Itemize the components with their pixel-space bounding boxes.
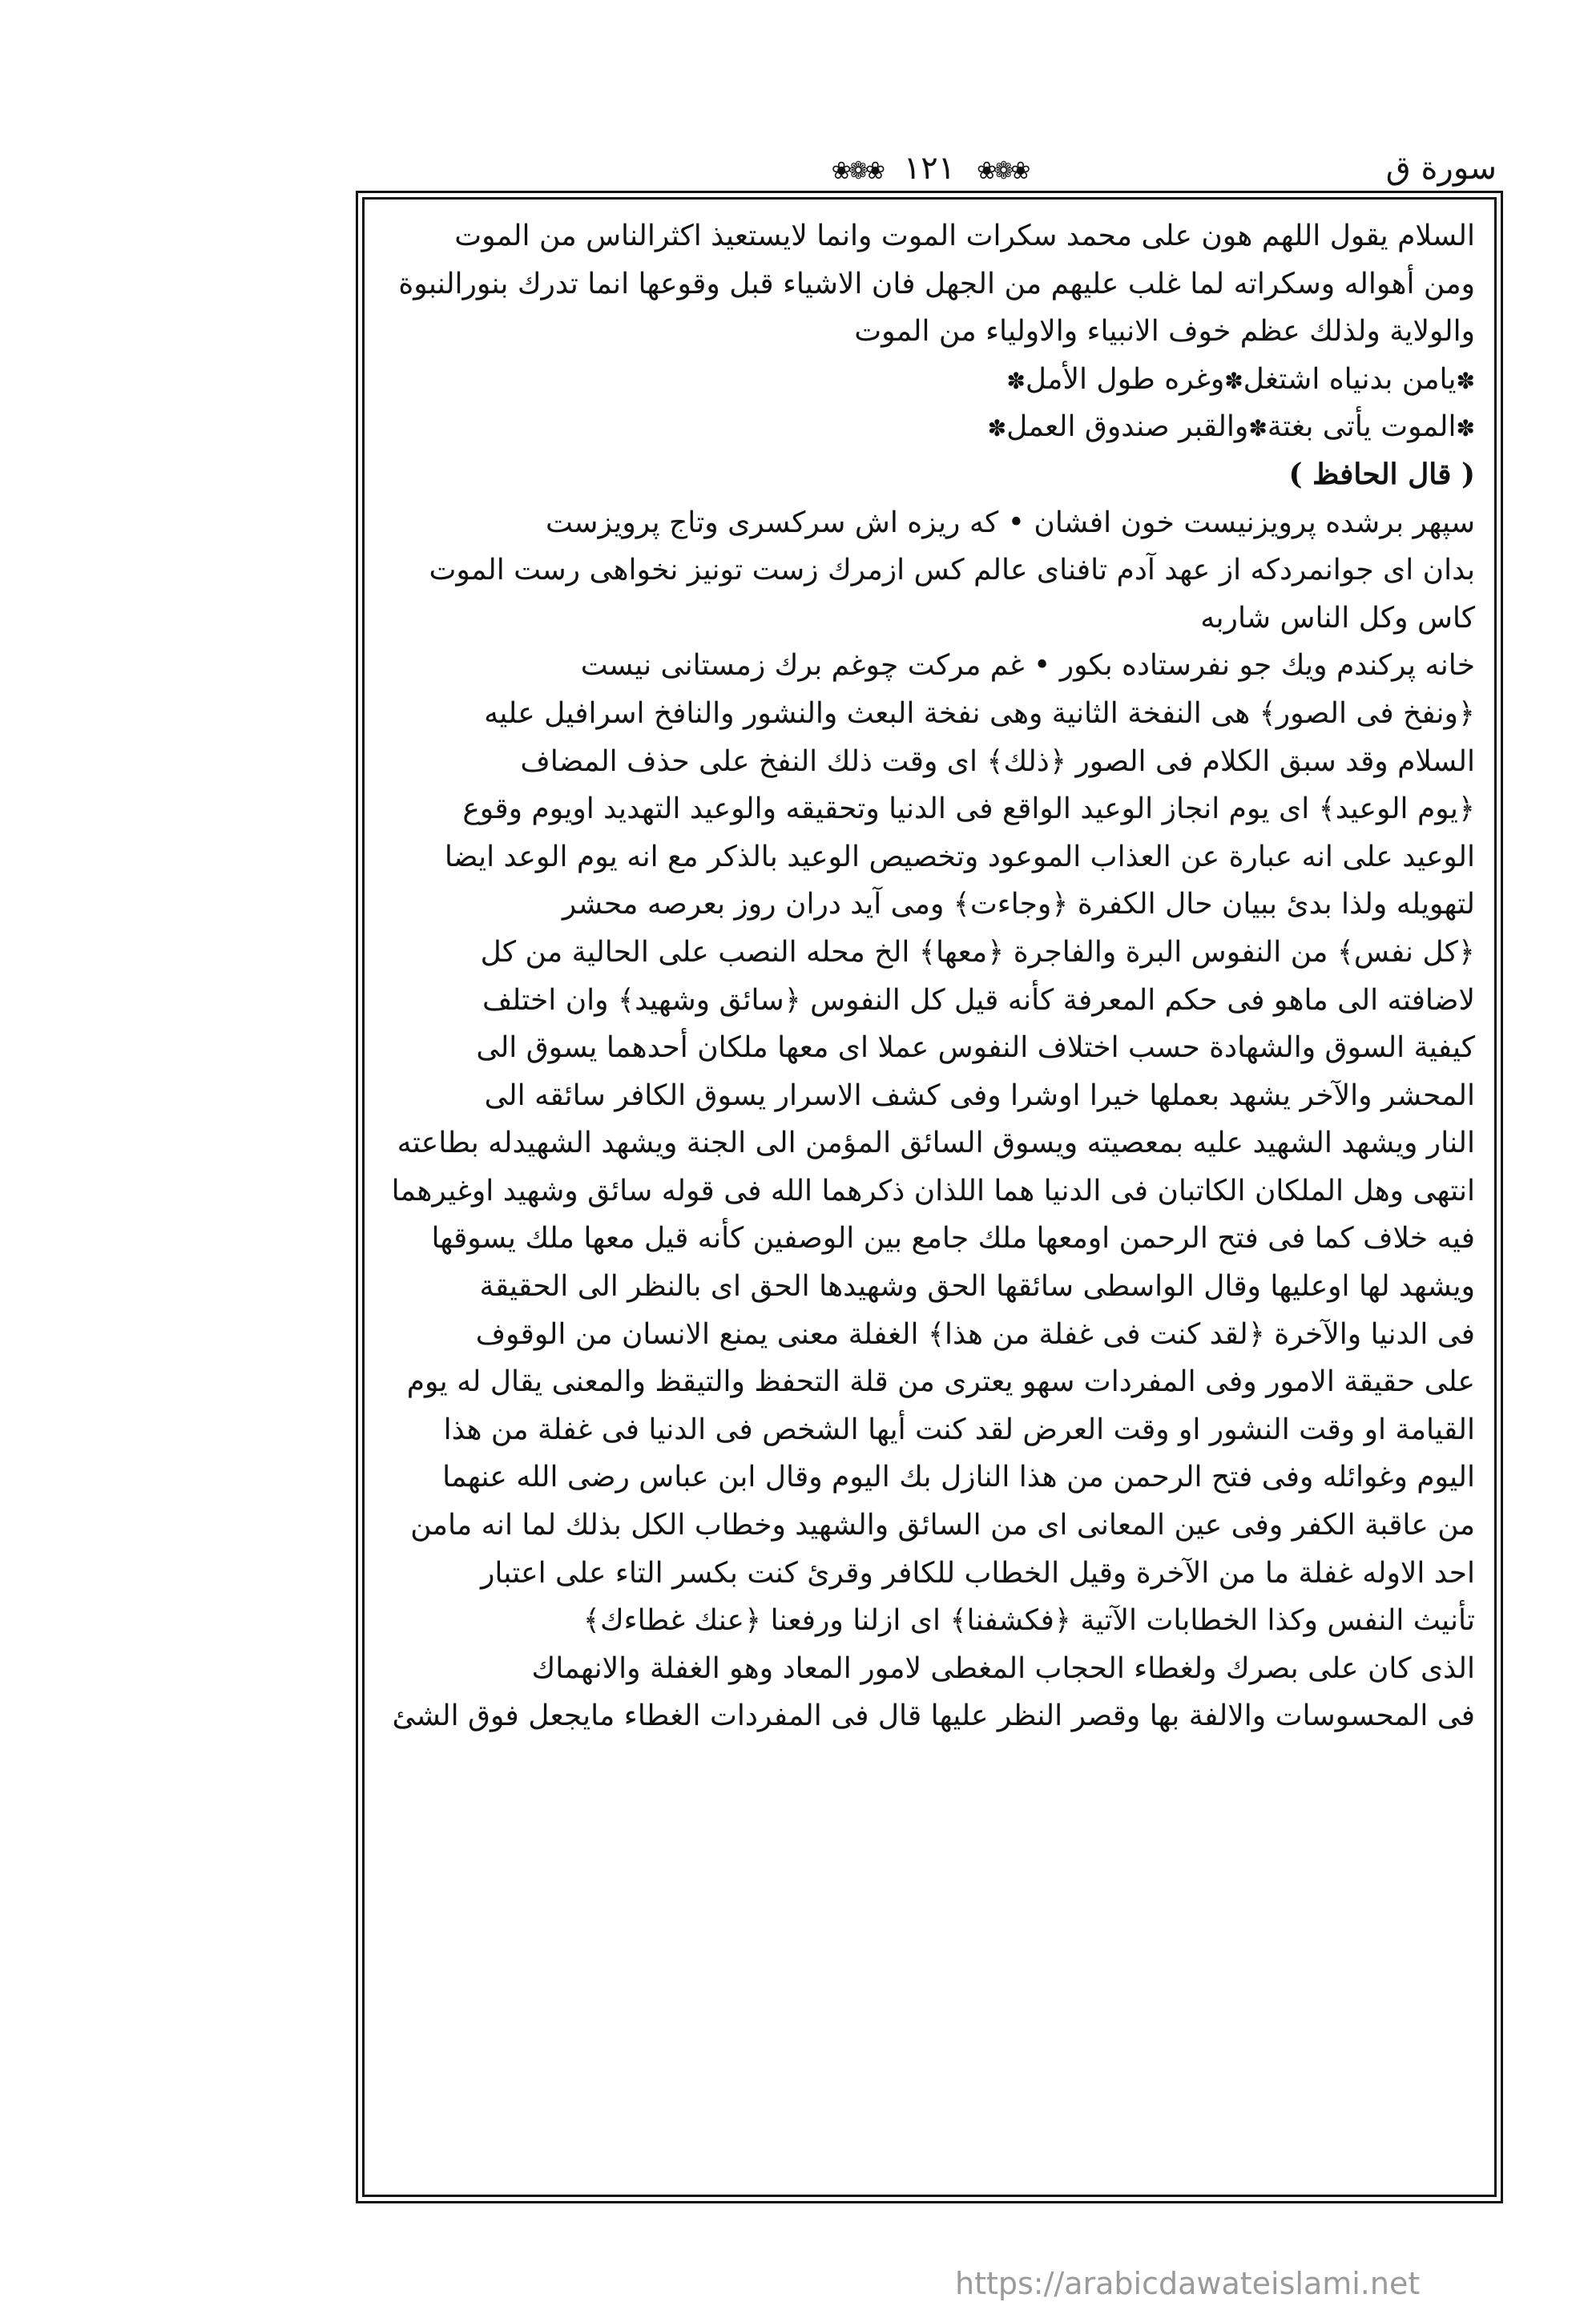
verse-hemistich: الموت يأتى بغتة [1267,410,1457,444]
page-number: ١٢١ [903,150,956,187]
text-line: من عاقبة الكفر وفى عين المعانى اى من السائق والشهيد وخطاب الكل بذلك لما انه مامن [410,1509,1475,1542]
text-line: بدان اى جوانمردكه از عهد آدم تافناى عالم كس ازمرك زست تونيز نخواهى رست الموت [429,554,1475,587]
text-line: كاس وكل الناس شاربه [1200,601,1475,635]
text-line: ﴿ونفخ فى الصور﴾ هى النفخة الثانية وهى نفخة البعث والنشور والنافخ اسرافيل عليه [484,696,1475,730]
verse-hemistich: والقبر صندوق العمل [1006,410,1249,444]
ornament-right-icon: ❀❁❀ [976,157,1028,185]
text-line: القيامة او وقت النشور او وقت العرض لقد كنت أيها الشخص فى الدنيا فى غفلة من هذا [443,1413,1475,1446]
text-line: سپهر برشده پرويزنيست خون افشان • كه ريزه اش سركسرى وتاج پرويزست [545,506,1475,539]
text-line: فى الدنيا والآخرة ﴿لقد كنت فى غفلة من هذا﴾ الغفلة معنى يمنع الانسان من الوقوف [475,1317,1475,1351]
text-line: الوعيد على انه عبارة عن العذاب الموعود وتخصيص الوعيد بالذكر مع انه يوم الوعد ايضا [444,840,1475,873]
text-line: على حقيقة الامور وفى المفردات سهو يعترى من قلة التحفظ والتيقظ والمعنى يقال له يوم [406,1365,1475,1399]
verse-hemistich: وغره طول الأمل [1025,362,1225,396]
text-line: خانه پركندم ويك جو نفرستاده بكور • غم مركت چوغم برك زمستانى نيست [580,649,1475,683]
star-ornament-icon: ✽ [1248,415,1268,442]
text-line: احد الاوله غفلة ما من الآخرة وقيل الخطاب للكافر وقرئ كنت بكسر التاء على اعتبار [481,1556,1475,1590]
text-line: ﴿كل نفس﴾ من النفوس البرة والفاجرة ﴿معها﴾ الخ محله النصب على الحالية من كل [480,935,1475,969]
text-line: فيه خلاف كما فى فتح الرحمن اومعها ملك جامع بين الوصفين كأنه قيل معها ملك يسوقها [431,1222,1475,1256]
text-line: الذى كان على بصرك ولغطاء الحجاب المغطى لامور المعاد وهو الغفلة والانهماك [531,1651,1475,1685]
text-line: السلام يقول اللهم هون على محمد سكرات الموت وانما لايستعيذ اكثرالناس من الموت [454,220,1475,252]
verse-line [384,356,1475,404]
text-line: فى المحسوسات والالفة بها وقصر النظر عليها قال فى المفردات الغطاء مايجعل فوق الشئ [392,1699,1475,1733]
text-body [384,212,1475,1740]
page-header [362,144,1497,192]
surah-title: سورة ق [1385,150,1497,187]
text-line: كيفية السوق والشهادة حسب اختلاف النفوس عملا اى معها ملكان أحدهما يسوق الى [476,1031,1475,1065]
star-ornament-icon: ✽ [987,415,1007,442]
text-line: المحشر والآخر يشهد بعملها خيرا اوشرا وفى كشف الاسرار يسوق الكافر سائقه الى [484,1078,1475,1112]
star-ornament-icon: ✽ [1006,367,1026,394]
text-line: النار ويشهد الشهيد عليه بمعصيته ويسوق السائق المؤمن الى الجنة ويشهد الشهيدله بطاعته [397,1127,1475,1160]
text-line: لتهويله ولذا بدئ ببيان حال الكفرة ﴿وجاءت﴾ ومى آيد دران روز بعرصه محشر [562,888,1475,921]
text-line: تأنيث النفس وكذا الخطابات الآتية ﴿فكشفنا﴾ اى ازلنا ورفعنا ﴿عنك غطاءك﴾ [582,1604,1475,1638]
text-line: ويشهد لها اوعليها وقال الواسطى سائقها الحق وشهيدها الحق اى بالنظر الى الحقيقة [479,1270,1475,1304]
text-line: ومن أهواله وسكراته لما غلب عليهم من الجهل فان الاشياء قبل وقوعها انما تدرك بنورالنبوة [398,267,1475,300]
text-line: ( قال الحافظ ) [1288,457,1475,491]
text-line: السلام وقد سبق الكلام فى الصور ﴿ذلك﴾ اى وقت ذلك النفخ على حذف المضاف [520,744,1475,778]
star-ornament-icon: ✽ [1224,367,1243,394]
text-line: ﴿يوم الوعيد﴾ اى يوم انجاز الوعيد الواقع فى الدنيا وتحقيقه والوعيد التهديد اويوم وقوع [462,792,1475,826]
star-ornament-icon: ✽ [1456,367,1475,394]
page-number-group [362,144,1497,196]
text-line: والولاية ولذلك عظم خوف الانبياء والاولياء من الموت [854,315,1475,349]
ornament-left-icon: ❀❁❀ [831,157,883,185]
text-line: انتهى وهل الملكان الكاتبان فى الدنيا هما اللذان ذكرهما الله فى قوله سائق وشهيد اوغيرهما [391,1174,1475,1207]
verse-hemistich: يامن بدنياه اشتغل [1243,362,1457,396]
text-line: اليوم وغوائله وفى فتح الرحمن من هذا النازل بك اليوم وقال ابن عباس رضى الله عنهما [442,1461,1475,1494]
star-ornament-icon: ✽ [1456,415,1475,442]
text-frame [362,197,1497,2197]
watermark-url: https://arabicdawateislami.net [955,2266,1421,2301]
verse-line [384,403,1475,451]
text-line: لاضافته الى ماهو فى حكم المعرفة كأنه قيل كل النفوس ﴿سائق وشهيد﴾ وان اختلف [482,983,1475,1017]
